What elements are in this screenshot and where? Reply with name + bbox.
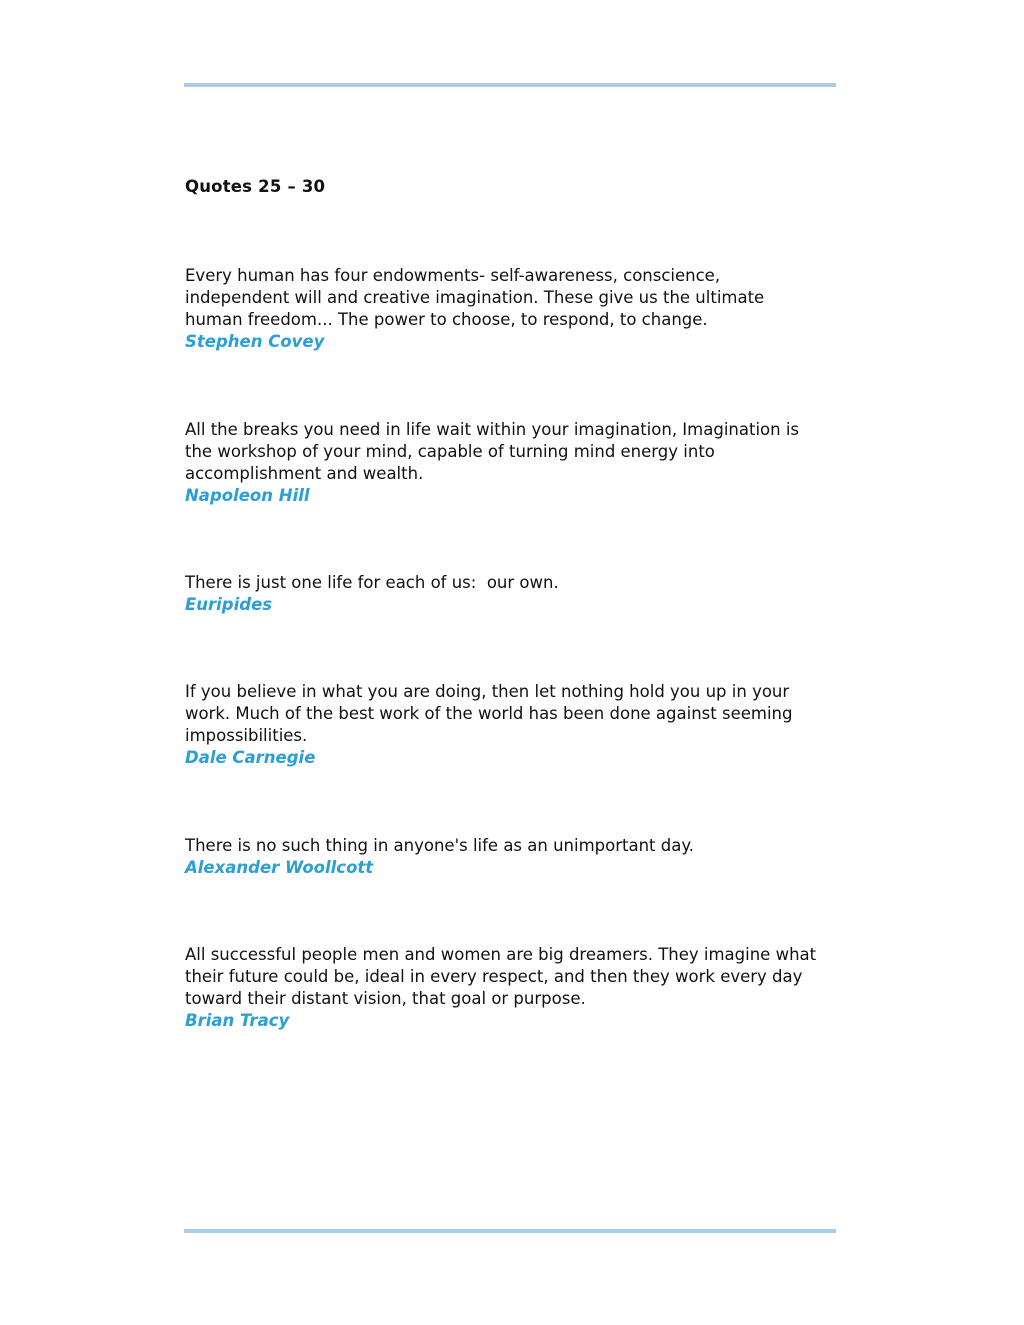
quote-line: All the breaks you need in life wait within your imagination, Imagination is [185, 420, 800, 439]
quote-line: toward their distant vision, that goal or purpose. [185, 989, 586, 1008]
quote-text [185, 835, 835, 857]
quote-block [185, 265, 835, 353]
quote-author: Euripides [185, 595, 273, 614]
quote-author: Dale Carnegie [185, 748, 316, 767]
quote-line: the workshop of your mind, capable of turning mind energy into [185, 442, 715, 461]
quote-block [185, 572, 835, 616]
quote-line: independent will and creative imagination. These give us the ultimate [185, 288, 765, 307]
quote-block [185, 835, 835, 879]
quote-line: work. Much of the best work of the world has been done against seeming [185, 704, 793, 723]
quote-text [185, 419, 835, 485]
quote-text [185, 572, 835, 594]
quote-line: accomplishment and wealth. [185, 464, 424, 483]
top-rule [184, 83, 836, 87]
quote-line: human freedom... The power to choose, to respond, to change. [185, 310, 708, 329]
quote-author: Alexander Woollcott [185, 858, 374, 877]
quote-text [185, 265, 835, 331]
quote-author: Stephen Covey [185, 332, 325, 351]
quote-text [185, 681, 835, 747]
quote-line: If you believe in what you are doing, then let nothing hold you up in your [185, 682, 790, 701]
quote-line: There is no such thing in anyone's life as an unimportant day. [185, 836, 695, 855]
page-heading: Quotes 25 – 30 [185, 177, 326, 196]
quote-line: Every human has four endowments- self-awareness, conscience, [185, 266, 721, 285]
quote-block [185, 419, 835, 507]
quote-author: Brian Tracy [185, 1011, 290, 1030]
quote-author: Napoleon Hill [185, 486, 310, 505]
quote-block [185, 681, 835, 769]
quote-line: impossibilities. [185, 726, 308, 745]
quote-block [185, 944, 835, 1032]
quote-line: their future could be, ideal in every respect, and then they work every day [185, 967, 803, 986]
bottom-rule [184, 1229, 836, 1233]
quote-text [185, 944, 835, 1010]
quote-line: All successful people men and women are big dreamers. They imagine what [185, 945, 817, 964]
quote-line: There is just one life for each of us: our own. [185, 573, 559, 592]
